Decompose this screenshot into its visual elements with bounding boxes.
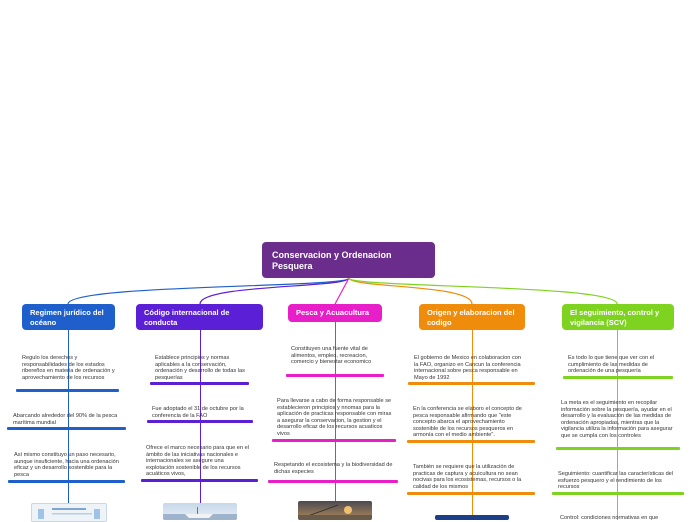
blue-card-thumbnail[interactable] (435, 515, 509, 520)
note-underline (556, 447, 680, 450)
note-underline (407, 492, 535, 495)
note-underline (16, 389, 119, 392)
note-text: Seguimiento: cuantificar las características del esfuerzo pesquero y el rendimiento de los recursos (558, 471, 674, 491)
note-text: Constituyen una fuente vital de alimentos, empleo, recreacion, comercio y bienestar economico (291, 346, 372, 366)
note-underline (268, 480, 398, 483)
branch-regimen-juridico[interactable] (22, 304, 115, 330)
note-text: También se requiere que la utilización de practicas de captura y acuicultura no sean nocivas para los ecosistemas, recursos o la calidad de los mismos (413, 464, 522, 490)
note-text: Establece principios y normas aplicables a la conservación, ordenación y desarrollo de todas las pesquerías (155, 355, 245, 381)
note-text: Control: condiciones normativas en que (560, 515, 659, 520)
fishing-photo-thumbnail[interactable] (298, 501, 372, 520)
branch-title: Origen y elaboracion del codigo (427, 308, 515, 327)
note-underline (552, 492, 684, 495)
branch-title: Código internacional de conducta (144, 308, 230, 327)
note-text: Es todo lo que tiene que ver con el cumplimiento de las medidas de ordenación de una pesquería (568, 355, 655, 375)
root-topic-title: Conservacion y Ordenacion Pesquera (272, 250, 392, 271)
branch-origen-codigo[interactable] (419, 304, 525, 330)
note-underline (150, 382, 249, 385)
note-text: El gobierno de Mexico en colaboracion con la FAO, organizo en Cancun la conferencia internacional sobre pesca responsable en Mayo de 1992 (414, 355, 521, 381)
fishing-photo-graphic (298, 501, 372, 520)
note-text: Abarcando alrededor del 90% de la pesca marítima mundial (13, 413, 118, 426)
note-underline (7, 427, 126, 430)
branch-title: Regimen jurídico del océano (30, 308, 104, 327)
note-text: La meta es el seguimiento en recopilar información sobre la pesquería, ayudar en el desarrollo y la evaluación de las medidas de ordenación apropiadas, mientras que la vigilancia utiliza la información para asegurar que se cumpla con los controles (561, 400, 673, 439)
note-underline (563, 376, 673, 379)
branch-codigo-internacional[interactable] (136, 304, 263, 330)
note-text: Así mismo constituyo un paso necesario, aunque insuficiente, hacia una ordenación eficaz y un desarrollo sostenible para la pesca (14, 452, 119, 478)
root-topic[interactable] (262, 242, 435, 278)
note-underline (141, 479, 258, 482)
document-thumbnail[interactable] (31, 503, 107, 522)
branch-title: Pesca y Acuacultura (296, 308, 370, 317)
note-text: Regulo los derechos y responsabilidades de los estados ribereños en materia de ordenación y aprovechamiento de los recursos (22, 355, 115, 381)
document-thumbnail-graphic (32, 504, 106, 521)
branch-title: El seguimiento, control y vigilancia (SCV) (570, 308, 660, 327)
note-text: Ofrece el marco necesario para que en el ámbito de las iniciativas nacionales e internacionales se asegure una explotación sostenible de los recursos acuáticos vivos, (146, 445, 249, 478)
note-underline (286, 374, 384, 377)
note-text: Para llevarse a cabo de forma responsable se establecieron principios y nnomas para la aplicación de practicas responsable con miras a asegurar la conservacion, la gestion y el desarrollo eficaz de los recursos acuaticos vivos (277, 398, 392, 437)
note-text: Respetando el ecosistema y la biodiversidad de dichas especies (274, 462, 393, 475)
boat-photo-thumbnail[interactable] (163, 503, 237, 520)
connector-branch-1 (68, 278, 349, 304)
note-underline (147, 420, 253, 423)
boat-photo-graphic (163, 503, 237, 520)
note-underline (408, 382, 535, 385)
connector-branch-5 (349, 278, 617, 304)
note-text: Fue adoptado el 31 de octubre por la conferencia de la FAO (152, 406, 244, 419)
note-underline (8, 480, 125, 483)
branch-seguimiento-scv[interactable] (562, 304, 674, 330)
note-underline (407, 440, 535, 443)
note-underline (272, 439, 396, 442)
note-text: En la conferencia se elaboro el concepto de pesca responsable afirmando que "este concepto abarca el aprovechamiento sostenible de los recursos pesqueros en armonía con el medio ambiente". (413, 406, 522, 439)
branch-pesca-acuacultura[interactable] (288, 304, 382, 322)
